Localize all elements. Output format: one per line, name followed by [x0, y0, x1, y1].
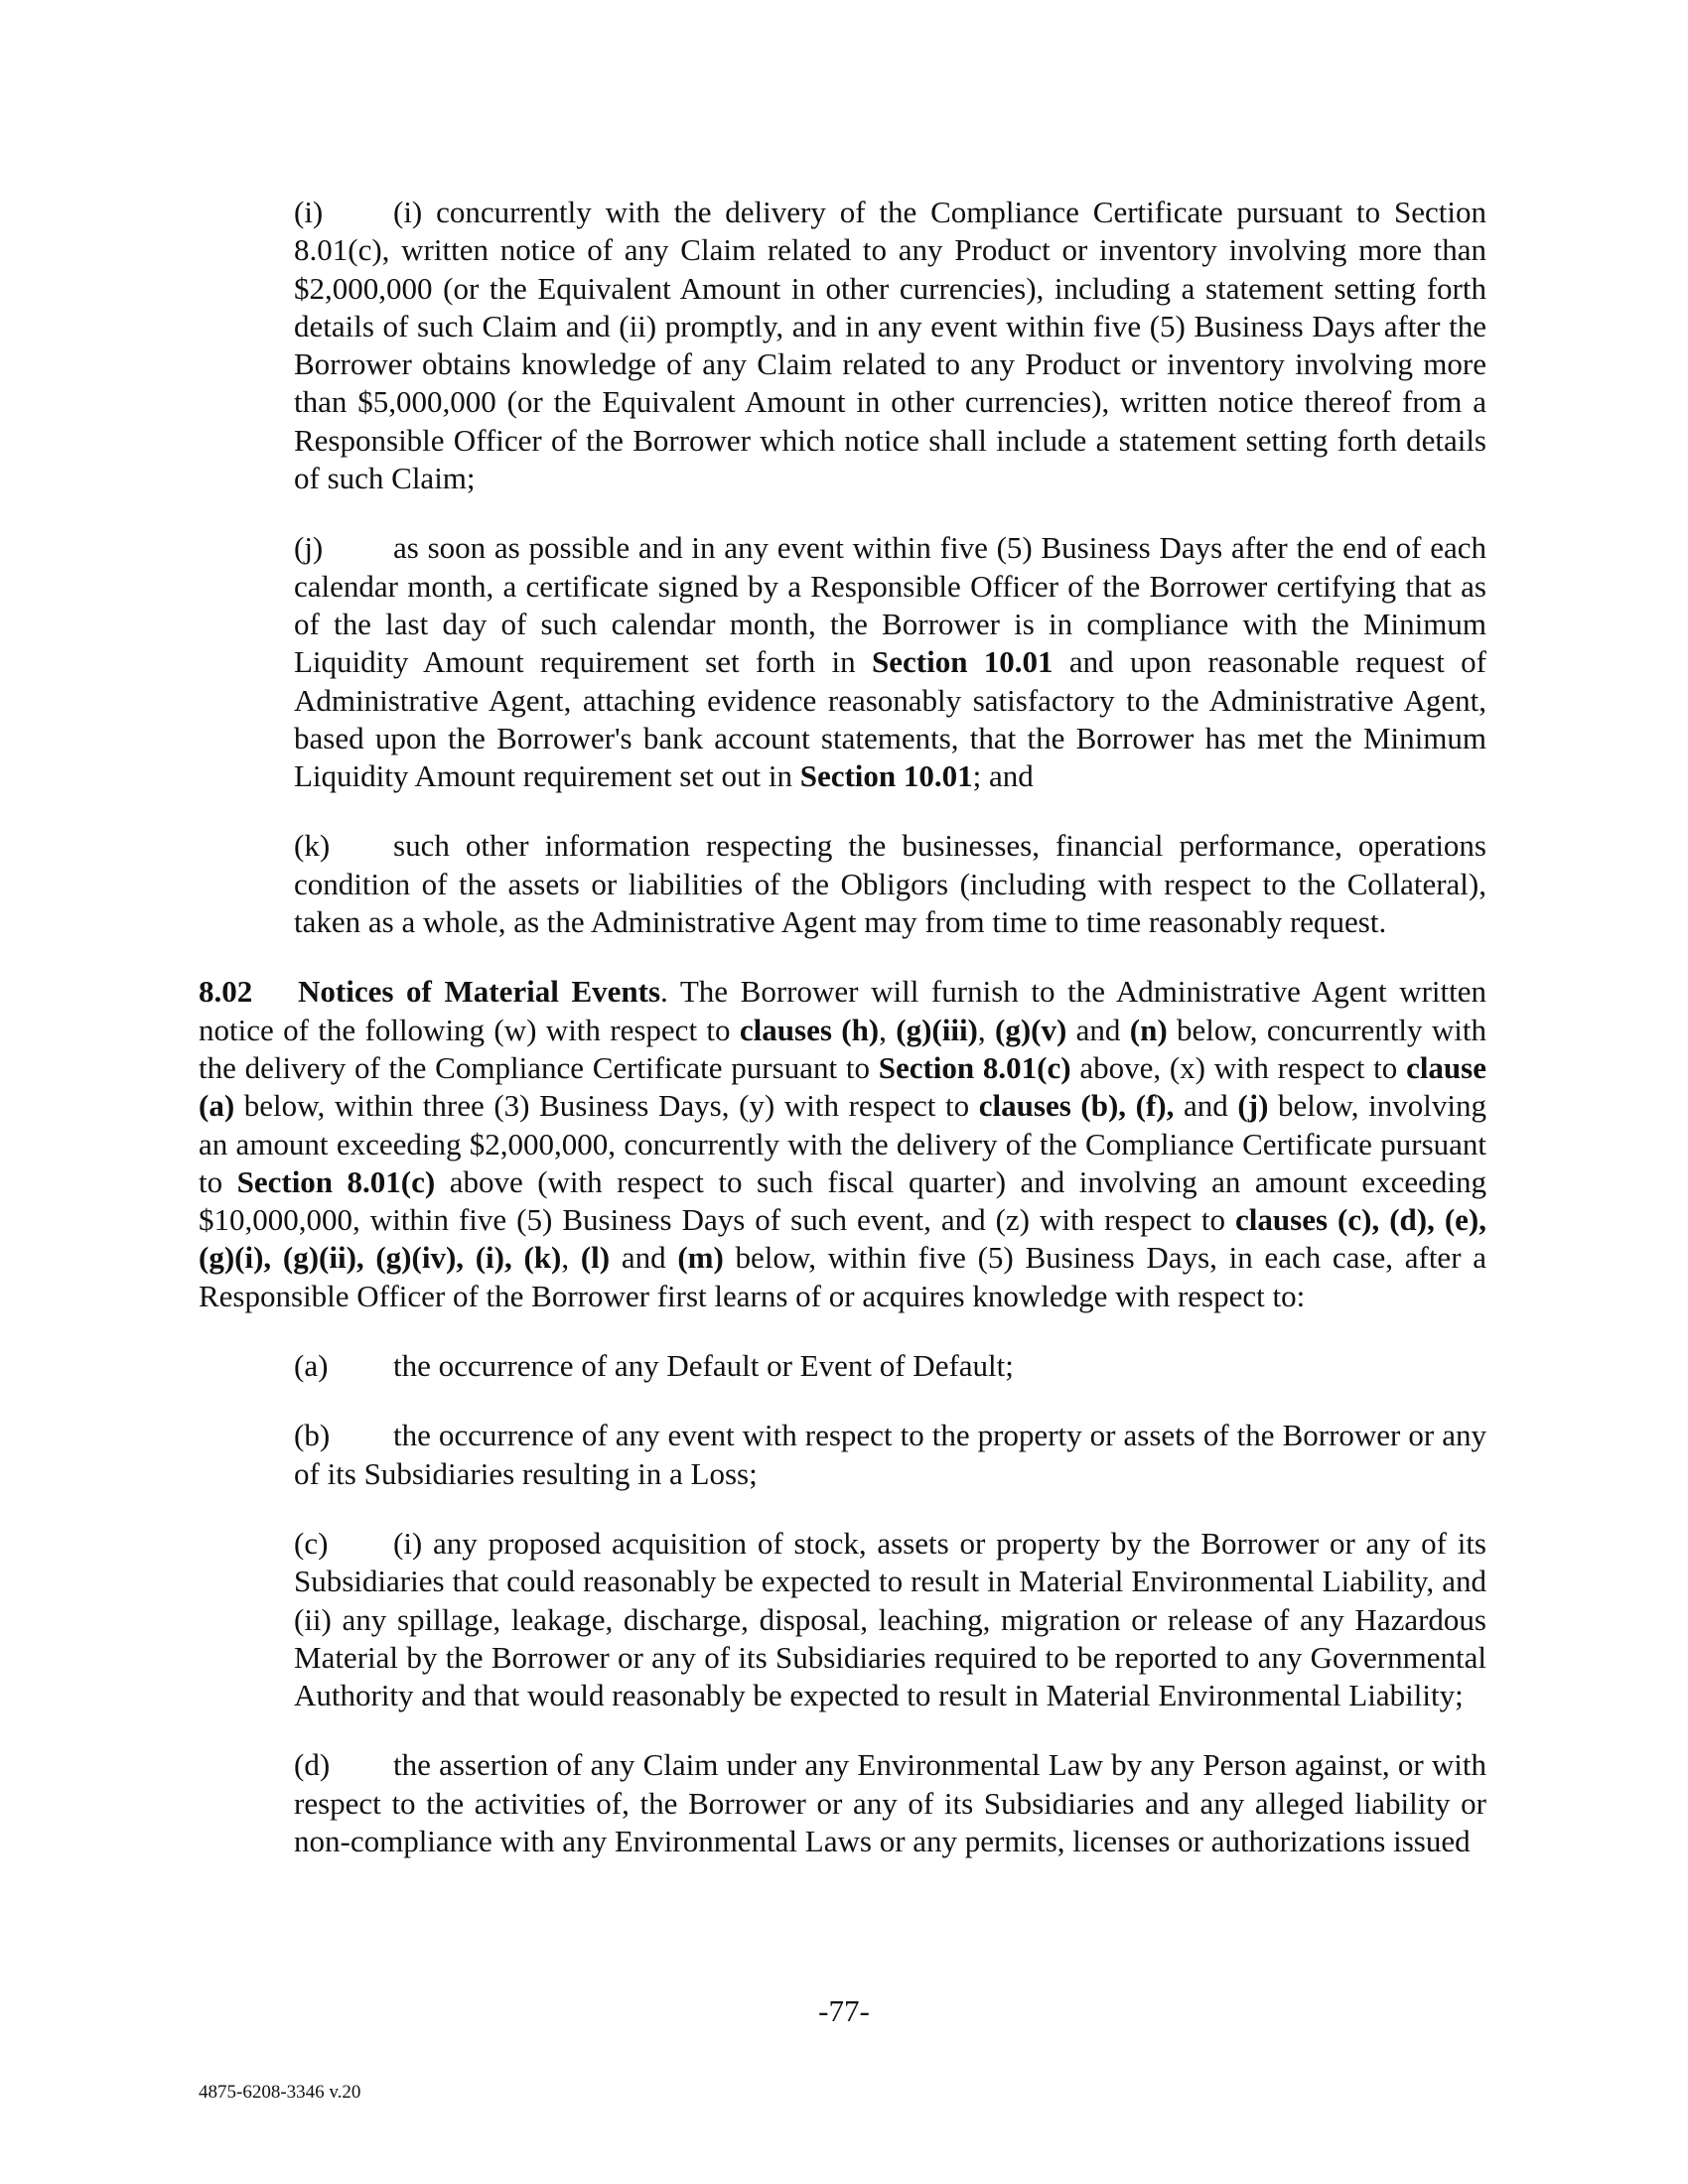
section-text: below, within five (5) Business Days, in each case, after a Responsible Officer of the Borrower first learns of or acquires knowledge with respect to:	[199, 1240, 1486, 1313]
item-b	[199, 1417, 1486, 1493]
section-reference: Section 10.01	[799, 758, 973, 794]
clause-reference: (n)	[1129, 1012, 1168, 1047]
section-text: below, within three (3) Business Days, (y) with respect to	[234, 1088, 979, 1124]
paragraph-label: (j)	[294, 530, 324, 566]
paragraph-text: such other information respecting the businesses, financial performance, operations condition of the assets or liabilities of the Obligors (including with respect to the Collateral), taken as a whole, as the Administrative Agent may from time to time reasonably request.	[294, 828, 1486, 940]
section-number: 8.02	[199, 974, 253, 1010]
item-text: the occurrence of any event with respect to the property or assets of the Borrower or any of its Subsidiaries resulting in a Loss;	[294, 1418, 1486, 1491]
paragraph-j	[199, 529, 1486, 795]
page-body	[199, 194, 1486, 1892]
item-d	[199, 1746, 1486, 1860]
section-text: above, (x) with respect to	[1070, 1049, 1407, 1085]
section-text: and	[1066, 1012, 1130, 1047]
clause-reference: clauses (c), (d), (e), (g)(i), (g)(ii), (g)(iv), (i), (k)	[199, 1202, 1486, 1276]
item-label: (a)	[294, 1348, 329, 1384]
section-text: . The Borrower will furnish to the Administrative Agent written notice of the following (w) with respect to	[199, 974, 1487, 1047]
document-id: 4875-6208-3346 v.20	[199, 2082, 361, 2103]
clause-reference: clauses (h)	[739, 1012, 880, 1047]
item-text: the occurrence of any Default or Event of Default;	[393, 1348, 1014, 1384]
section-text: and	[610, 1240, 678, 1276]
section-text: ,	[977, 1012, 995, 1047]
item-label: (c)	[294, 1525, 329, 1561]
page-number: -77-	[818, 1993, 870, 2028]
paragraph-k	[199, 827, 1486, 941]
section-text: ,	[879, 1012, 897, 1047]
section-title: Notices of Material Events	[298, 974, 661, 1010]
clause-reference: (g)(v)	[995, 1012, 1067, 1047]
clause-reference: Section 8.01(c)	[236, 1163, 436, 1199]
section-text: ,	[561, 1240, 581, 1276]
section-text: below, concurrently with the delivery of the Compliance Certificate pursuant to	[199, 1012, 1487, 1085]
section-reference: Section 10.01	[872, 644, 1054, 680]
clause-reference: (j)	[1237, 1088, 1269, 1124]
paragraph-text: as soon as possible and in any event within five (5) Business Days after the end of each calendar month, a certificate signed by a Responsible Officer of the Borrower certifying that as of the last day of such calendar month, the Borrower is in compliance with the Minimum Liquidity Amount requirement set forth in	[294, 530, 1486, 680]
paragraph-i	[199, 194, 1486, 497]
section-text: and	[1174, 1088, 1238, 1124]
clause-reference: clause (a)	[199, 1049, 1486, 1124]
item-label: (b)	[294, 1418, 331, 1453]
paragraph-label: (i)	[294, 195, 324, 229]
clause-reference: clauses (b), (f),	[978, 1088, 1175, 1124]
item-c	[199, 1525, 1486, 1714]
paragraph-label: (k)	[294, 828, 331, 864]
item-label: (d)	[294, 1747, 331, 1783]
section-text: above (with respect to such fiscal quarter) and involving an amount exceeding $10,000,000, within five (5) Business Days of such event, and (z) with respect to	[199, 1163, 1486, 1238]
item-a	[199, 1347, 1486, 1385]
paragraph-text: ; and	[972, 758, 1034, 794]
item-text: the assertion of any Claim under any Environmental Law by any Person against, or with respect to the activities of, the Borrower or any of its Subsidiaries and any alleged liability or non-compliance with any Environmental Laws or any permits, licenses or authorizations issued	[294, 1747, 1486, 1858]
clause-reference: (g)(iii)	[896, 1012, 978, 1047]
item-text: (i) any proposed acquisition of stock, assets or property by the Borrower or any of its Subsidiaries that could reasonably be expected to result in Material Environmental Liability, and (ii) any spillage, leakage, discharge, disposal, leaching, migration or release of any Hazardous Material by the Borrower or any of its Subsidiaries required to be reported to any Governmental Authority and that would reasonably be expected to result in Material Environmental Liability;	[294, 1525, 1486, 1713]
section-8-02	[199, 973, 1486, 1315]
paragraph-text: (i) concurrently with the delivery of the Compliance Certificate pursuant to Section 8.01(c), written notice of any Claim related to any Product or inventory involving more than $2,000,000 (or the Equivalent Amount in other currencies), including a statement setting forth details of such Claim and (ii) promptly, and in any event within five (5) Business Days after the Borrower obtains knowledge of any Claim related to any Product or inventory involving more than $5,000,000 (or the Equivalent Amount in other currencies), written notice thereof from a Responsible Officer of the Borrower which notice shall include a statement setting forth details of such Claim;	[294, 195, 1486, 496]
paragraph-text: and upon reasonable request of Administrative Agent, attaching evidence reasonably satisfactory to the Administrative Agent, based upon the Borrower's bank account statements, that the Borrower has met the Minimum Liquidity Amount requirement set out in	[294, 644, 1486, 794]
section-text: below, involving an amount exceeding $2,000,000, concurrently with the delivery of the Compliance Certificate pursuant to	[199, 1088, 1486, 1199]
clause-reference: Section 8.01(c)	[878, 1049, 1071, 1085]
clause-reference: (m)	[677, 1240, 724, 1276]
clause-reference: (l)	[580, 1240, 611, 1276]
